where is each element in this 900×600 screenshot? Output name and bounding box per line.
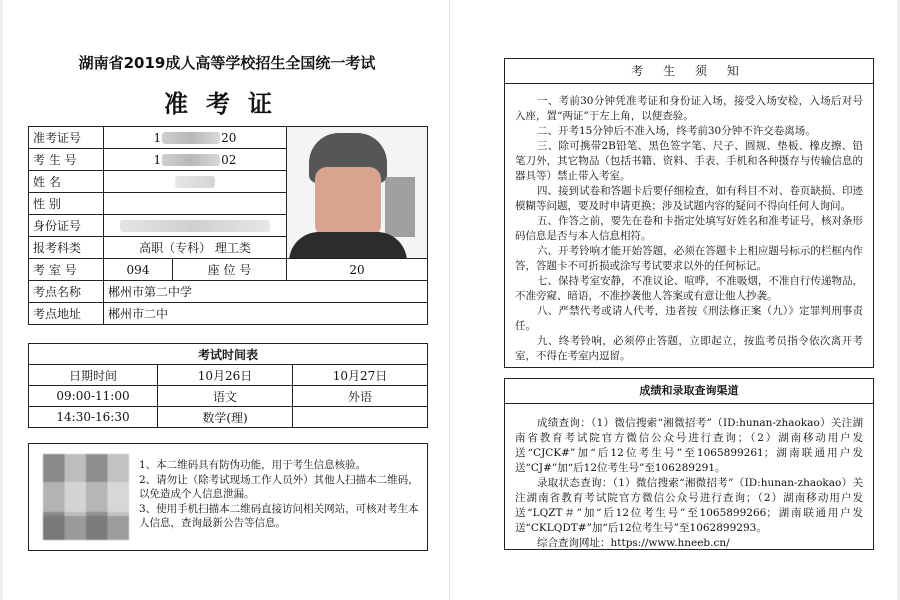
list-item: 四、接到试卷和答题卡后要仔细检查，如有科目不对、卷页缺损、印迹模糊等问题，要及时申请更换；涉及试题内容的疑问不得向任何人询问。	[515, 185, 863, 212]
score-query-text: 成绩查询：（1）微信搜索“湘微招考”（ID:hunan-zhaokao）关注湖南省教育考试院官方微信公众号进行查询；（2）湖南移动用户发送“CJCK#”加“后12位考生号”至1065899261；湖南联通用户发送“CJ#”加“后12位考生号”至106289291。	[515, 417, 863, 474]
exam-schedule-table	[28, 343, 428, 428]
list-item: 八、严禁代考或请人代考，违者按《刑法修正案（九）》定罪判刑事责任。	[515, 305, 863, 332]
list-item: 3、使用手机扫描本二维码直接访问相关网站，可核对考生本人信息，查询最新公告等信息。	[139, 502, 419, 529]
table-row: 14:30-16:30 数学(理)	[29, 407, 428, 428]
candidate-no-value: 1 02	[104, 149, 287, 171]
redaction	[175, 176, 215, 188]
schedule-date: 10月27日	[293, 365, 428, 386]
gender-value	[104, 193, 287, 215]
notice-title: 考 生 须 知	[505, 59, 873, 84]
id-label: 身份证号	[29, 215, 104, 237]
list-item: 三、除可携带2B铅笔、黑色签字笔、尺子、圆规、垫板、橡皮擦、铅笔刀外，其它物品（包括书籍、资料、手表、手机和各种摄存与传输信息的器具等）禁止带入考室。	[515, 140, 863, 182]
room-value: 094	[104, 259, 173, 281]
page-edge	[0, 0, 3, 600]
list-item: 五、作答之前，要先在卷和卡指定处填写好姓名和准考证号，核对条形码信息是否与本人信息相符。	[515, 215, 863, 242]
site-name-value: 郴州市第二中学	[104, 281, 428, 303]
list-item: 1、本二维码具有防伪功能，用于考生信息核验。	[139, 459, 367, 471]
schedule-title: 考试时间表	[29, 344, 428, 365]
qr-section	[28, 443, 428, 551]
room-label: 考 室 号	[29, 259, 104, 281]
list-item: 七、保持考室安静，不准议论、喧哗，不准吸烟，不准自行传递物品，不准旁窥、暗语，不准抄袭他人答案或有意让他人抄袭。	[515, 275, 863, 302]
candidate-no-label: 考 生 号	[29, 149, 104, 171]
list-item: 六、开考铃响才能开始答题，必须在答题卡上相应题号标示的栏框内作答，答题卡不可折损或涂写考试要求以外的任何标记。	[515, 245, 863, 272]
card-title: 准考证	[164, 90, 290, 118]
table-row: 09:00-11:00 语文 外语	[29, 386, 428, 407]
seat-value: 20	[287, 259, 428, 281]
name-label: 姓 名	[29, 171, 104, 193]
admission-no-value: 1 20	[104, 127, 287, 149]
photo-image	[287, 127, 427, 258]
list-item: 2、请勿让（除考试现场工作人员外）其他人扫描本二维码，以免造成个人信息泄漏。	[139, 473, 419, 500]
candidate-notice	[504, 58, 874, 368]
list-item: 二、开考15分钟后不准入场，终考前30分钟不许交卷离场。	[537, 125, 816, 137]
schedule-col-header: 日期时间	[29, 365, 158, 386]
query-channels	[504, 378, 874, 550]
site-name-label: 考点名称	[29, 281, 104, 303]
exam-title: 湖南省2019成人高等学校招生全国统一考试	[78, 54, 376, 72]
site-addr-value: 郴州市二中	[104, 303, 428, 325]
category-label: 报考科类	[29, 237, 104, 259]
id-value	[104, 215, 287, 237]
category-value: 高职（专科） 理工类	[104, 237, 287, 259]
candidate-photo	[287, 127, 428, 259]
redaction	[162, 154, 220, 166]
list-item: 九、终考铃响，必须停止答题，立即起立，按监考员指令依次离开考室，不得在考室内逗留。	[515, 335, 863, 362]
schedule-date: 10月26日	[158, 365, 293, 386]
admission-query-text: 录取状态查询：（1）微信搜索“湘微招考”（ID:hunan-zhaokao）关注湖南省教育考试院官方微信公众号进行查询；（2）湖南移动用户发送“LQZT＃”加“后12位考生号”至1065899266；湖南联通用户发送“CKLQDT#”加“后12位考生号”至1062899293。	[515, 477, 863, 534]
gender-label: 性 别	[29, 193, 104, 215]
candidate-info-table	[28, 126, 428, 325]
site-addr-label: 考点地址	[29, 303, 104, 325]
qr-notes	[139, 458, 419, 531]
qr-code	[43, 454, 129, 540]
query-website: 综合查询网址：https://www.hneeb.cn/	[537, 537, 730, 549]
query-title: 成绩和录取查询渠道	[505, 379, 873, 404]
seat-label: 座 位 号	[173, 259, 287, 281]
redaction	[162, 132, 220, 144]
admission-no-label: 准考证号	[29, 127, 104, 149]
name-value	[104, 171, 287, 193]
list-item: 一、考前30分钟凭准考证和身份证入场，接受入场安检，入场后对号入座，置“两证”于左上角，以便查验。	[515, 95, 863, 122]
query-body	[505, 404, 873, 551]
notice-body	[505, 84, 873, 364]
redaction	[120, 220, 270, 232]
